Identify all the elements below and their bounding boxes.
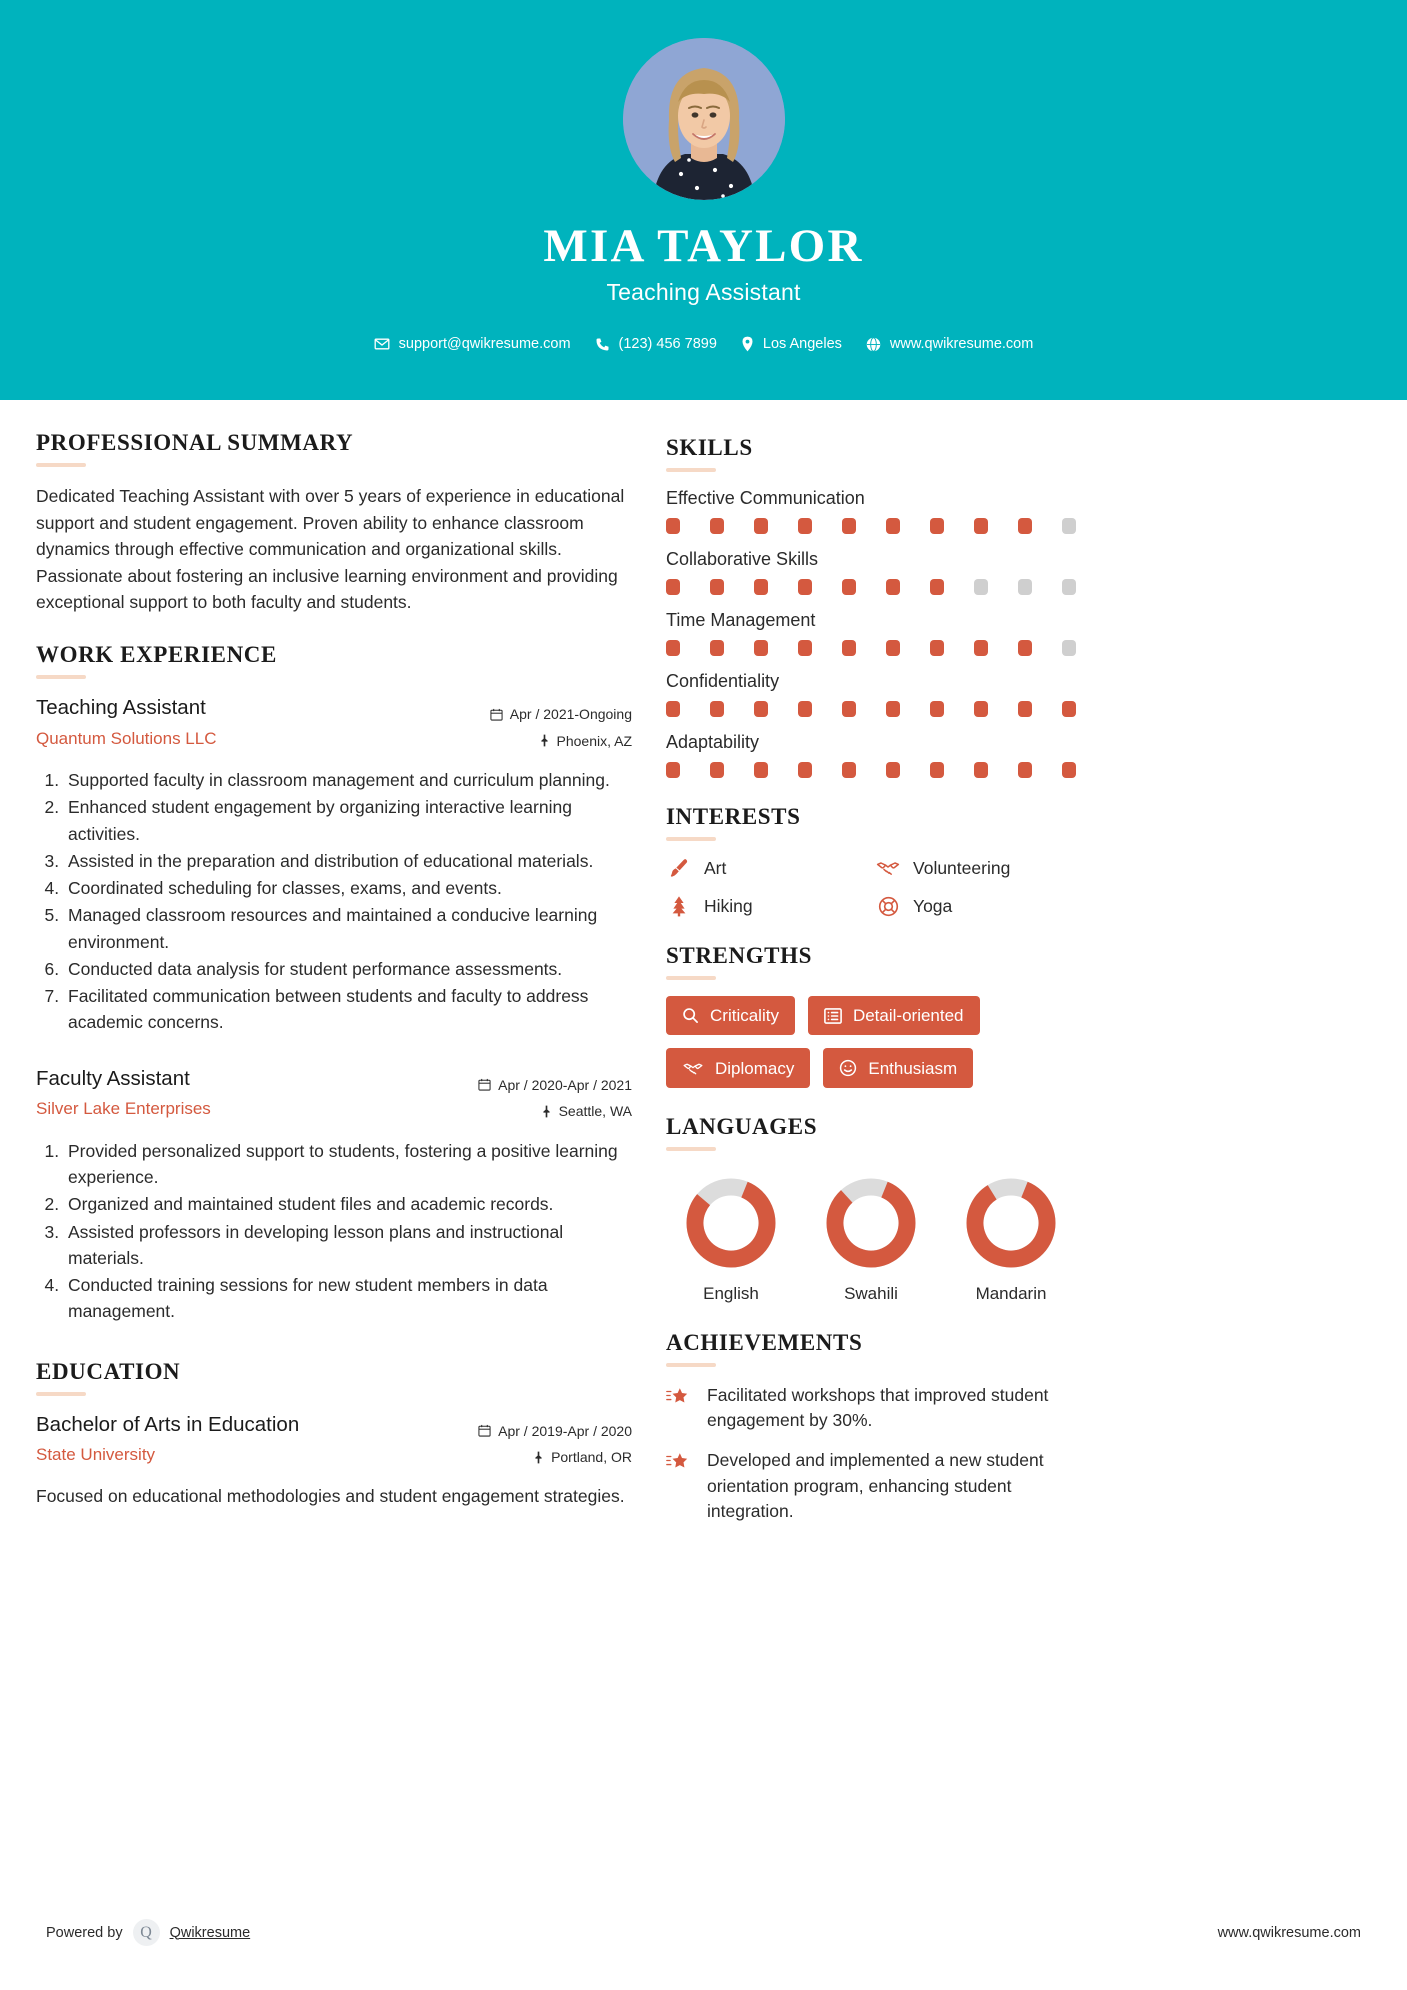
strength-label: Diplomacy: [715, 1058, 795, 1078]
skill-item: [666, 488, 1076, 534]
skill-dot: [886, 579, 900, 595]
bullet-item: 6. Conducted data analysis for student performance assessments.: [64, 956, 632, 982]
skill-dot: [1018, 518, 1032, 534]
skill-dot: [886, 518, 900, 534]
section-heading: SKILLS: [666, 435, 753, 460]
pin-icon: [533, 1451, 544, 1464]
qwikresume-logo-icon: Q: [133, 1919, 160, 1946]
interest-label: Art: [704, 857, 727, 878]
skill-dot: [798, 518, 812, 534]
entry-role: Faculty Assistant: [36, 1066, 190, 1090]
entry-location: [464, 1444, 632, 1471]
language-label: Mandarin: [975, 1284, 1047, 1303]
bullet-item: 4. Coordinated scheduling for classes, exams, and events.: [64, 875, 632, 901]
entry-date-text: Apr / 2019-Apr / 2020: [498, 1422, 632, 1439]
strength-chip[interactable]: [808, 996, 980, 1035]
skill-dot: [798, 701, 812, 717]
handshake-icon: [682, 1060, 704, 1077]
section-rule: [666, 468, 716, 472]
skill-dot: [930, 640, 944, 656]
skill-dot: [666, 762, 680, 778]
interest-item: [666, 857, 867, 879]
skill-dot: [1018, 579, 1032, 595]
entry-date-text: Apr / 2020-Apr / 2021: [498, 1076, 632, 1093]
language-label: Swahili: [844, 1284, 898, 1303]
entry-meta: [464, 1412, 632, 1471]
skill-dot: [974, 579, 988, 595]
entry-meta: [464, 1066, 632, 1125]
skill-rating: [666, 518, 1076, 534]
entry-organization: Silver Lake Enterprises: [36, 1099, 211, 1119]
experience-entry: [36, 1066, 632, 1325]
section-heading: EDUCATION: [36, 1358, 181, 1384]
list-icon: [824, 1008, 842, 1024]
right-column: [666, 430, 1076, 1550]
entry-location-text: Seattle, WA: [558, 1103, 632, 1120]
bullet-item: 1. Provided personalized support to students, fostering a positive learning experience.: [64, 1138, 632, 1191]
achievement-text: Developed and implemented a new student orientation program, enhancing student integration.: [707, 1450, 1044, 1521]
skill-dot: [666, 518, 680, 534]
skill-rating: [666, 762, 1076, 778]
education-entry: [36, 1412, 632, 1509]
entry-date: [464, 1072, 632, 1099]
entry-role: Bachelor of Arts in Education: [36, 1412, 300, 1436]
bullet-item: 3. Assisted professors in developing lesson plans and instructional materials.: [64, 1219, 632, 1272]
summary-text: Dedicated Teaching Assistant with over 5 years of experience in educational support and student engagement. Proven ability to enhance classroom dynamics through effective communication and organizational skills. Passionate about fostering an inclusive learning environment and providing exceptional support to both faculty and students.: [36, 486, 625, 613]
skill-dot: [842, 701, 856, 717]
skill-item: [666, 549, 1076, 595]
skill-dot: [1062, 701, 1076, 717]
skill-rating: [666, 701, 1076, 717]
resume-body: [0, 400, 1407, 1550]
lifebuoy-icon: [875, 896, 901, 917]
bullet-item: 2. Organized and maintained student files and academic records.: [64, 1191, 632, 1217]
section-rule: [666, 837, 716, 841]
skill-dot: [710, 762, 724, 778]
skill-rating: [666, 579, 1076, 595]
calendar-icon: [478, 1078, 491, 1091]
section-rule: [36, 1392, 86, 1396]
interest-item: [875, 895, 1076, 917]
contact-phone[interactable]: [589, 336, 723, 352]
skill-dot: [754, 762, 768, 778]
interest-item: [875, 857, 1076, 879]
resume-header: [0, 0, 1407, 400]
footer-website: www.qwikresume.com: [1217, 1924, 1361, 1941]
pin-icon: [541, 1105, 552, 1118]
bullet-item: 1. Supported faculty in classroom management and curriculum planning.: [64, 767, 632, 793]
experience-entry: [36, 695, 632, 1036]
interest-label: Hiking: [704, 895, 753, 916]
section-professional-summary: [36, 430, 632, 616]
skill-dot: [974, 762, 988, 778]
section-education: [36, 1359, 632, 1509]
skill-dot: [1018, 640, 1032, 656]
section-heading: STRENGTHS: [666, 943, 813, 968]
section-rule: [666, 976, 716, 980]
contact-location[interactable]: [735, 336, 848, 352]
skill-dot: [974, 518, 988, 534]
skill-item: [666, 732, 1076, 778]
section-work-experience: [36, 642, 632, 1325]
language-item: [672, 1175, 790, 1304]
phone-icon: [595, 337, 610, 352]
skill-dot: [842, 762, 856, 778]
calendar-icon: [490, 708, 503, 721]
section-heading: PROFESSIONAL SUMMARY: [36, 430, 354, 455]
section-rule: [36, 675, 86, 679]
skill-dot: [842, 579, 856, 595]
skill-dot: [886, 701, 900, 717]
entry-organization: State University: [36, 1445, 156, 1465]
interest-item: [666, 895, 867, 917]
skill-dot: [754, 640, 768, 656]
donut-chart: [952, 1175, 1070, 1271]
entry-role: Teaching Assistant: [36, 695, 206, 719]
section-achievements: [666, 1330, 1076, 1524]
skill-dot: [930, 762, 944, 778]
skill-dot: [1062, 579, 1076, 595]
contact-website-text: www.qwikresume.com: [889, 336, 1034, 353]
footer-powered-by: Powered by: [46, 1924, 123, 1941]
section-rule: [666, 1363, 716, 1367]
section-interests: [666, 804, 1076, 917]
bullet-item: 5. Managed classroom resources and maintained a conducive learning environment.: [64, 902, 632, 955]
skill-item: [666, 610, 1076, 656]
section-languages: [666, 1114, 1076, 1304]
skill-dot: [710, 579, 724, 595]
entry-description: Focused on educational methodologies and student engagement strategies.: [36, 1485, 625, 1506]
paintbrush-icon: [666, 857, 692, 879]
handshake-icon: [875, 858, 901, 878]
skill-dot: [1018, 762, 1032, 778]
contact-location-text: Los Angeles: [762, 336, 842, 353]
entry-meta: [464, 695, 632, 754]
calendar-icon: [478, 1424, 491, 1437]
skill-dot: [710, 640, 724, 656]
achievement-item: [666, 1383, 1076, 1433]
page-title: MIA TAYLOR: [543, 220, 864, 272]
skill-dot: [754, 579, 768, 595]
skill-dot: [1062, 762, 1076, 778]
skill-dot: [754, 518, 768, 534]
skill-dot: [1062, 640, 1076, 656]
skill-label: Effective Communication: [666, 488, 865, 508]
skill-dot: [930, 518, 944, 534]
interest-label: Volunteering: [913, 857, 1011, 878]
skill-label: Confidentiality: [666, 671, 780, 691]
footer-brand-link[interactable]: Qwikresume: [169, 1924, 251, 1941]
section-skills: [666, 435, 1076, 778]
skill-dot: [1062, 518, 1076, 534]
avatar: [623, 38, 785, 200]
skill-dot: [798, 762, 812, 778]
achievement-text: Facilitated workshops that improved student engagement by 30%.: [707, 1385, 1049, 1431]
skill-rating: [666, 640, 1076, 656]
skill-dot: [886, 762, 900, 778]
globe-icon: [866, 337, 881, 352]
contact-website[interactable]: [860, 336, 1039, 352]
entry-bullets: [36, 1138, 632, 1325]
skill-dot: [930, 701, 944, 717]
skill-dot: [798, 579, 812, 595]
donut-chart: [812, 1175, 930, 1271]
location-pin-icon: [741, 336, 754, 352]
language-item: [812, 1175, 930, 1304]
smiley-icon: [839, 1059, 857, 1077]
achievement-item: [666, 1448, 1076, 1524]
strength-chip[interactable]: [823, 1048, 973, 1088]
section-strengths: [666, 943, 1076, 1088]
skill-dot: [974, 701, 988, 717]
footer-brand-group: [46, 1919, 250, 1946]
strength-label: Detail-oriented: [852, 1006, 964, 1025]
entry-bullets: [36, 767, 632, 1036]
skill-dot: [798, 640, 812, 656]
skill-dot: [666, 640, 680, 656]
entry-organization: Quantum Solutions LLC: [36, 728, 217, 748]
bullet-item: 2. Enhanced student engagement by organizing interactive learning activities.: [64, 794, 632, 847]
donut-chart: [672, 1175, 790, 1271]
job-title: Teaching Assistant: [606, 279, 801, 306]
skill-item: [666, 671, 1076, 717]
interest-label: Yoga: [913, 895, 953, 916]
skill-dot: [666, 701, 680, 717]
section-heading: WORK EXPERIENCE: [36, 641, 277, 667]
entry-location-text: Phoenix, AZ: [556, 732, 632, 749]
skill-dot: [1018, 701, 1032, 717]
skill-dot: [710, 701, 724, 717]
language-label: English: [703, 1284, 759, 1303]
skill-dot: [666, 579, 680, 595]
strength-label: Enthusiasm: [868, 1058, 958, 1078]
star-icon: [666, 1448, 694, 1473]
contact-row: [368, 336, 1040, 352]
strength-label: Criticality: [710, 1006, 779, 1025]
skill-dot: [886, 640, 900, 656]
skill-label: Adaptability: [666, 732, 760, 752]
bullet-item: 7. Facilitated communication between students and faculty to address academic concerns.: [64, 983, 632, 1036]
section-heading: LANGUAGES: [666, 1114, 818, 1139]
contact-phone-text: (123) 456 7899: [618, 336, 717, 353]
entry-date: [464, 701, 632, 728]
entry-date: [464, 1418, 632, 1445]
skill-dot: [842, 518, 856, 534]
strength-chip[interactable]: [666, 996, 795, 1035]
skill-dot: [842, 640, 856, 656]
bullet-item: 4. Conducted training sessions for new student members in data management.: [64, 1272, 632, 1325]
skill-dot: [974, 640, 988, 656]
entry-date-text: Apr / 2021-Ongoing: [509, 705, 632, 722]
language-item: [952, 1175, 1070, 1304]
language-chart-group: [666, 1167, 1076, 1304]
contact-email[interactable]: [368, 336, 577, 352]
entry-location: [464, 728, 632, 755]
left-column: [36, 430, 632, 1535]
section-heading: INTERESTS: [666, 804, 801, 829]
section-rule: [36, 463, 86, 467]
skill-dot: [930, 579, 944, 595]
skill-dot: [710, 518, 724, 534]
bullet-item: 3. Assisted in the preparation and distribution of educational materials.: [64, 848, 632, 874]
pin-icon: [539, 734, 550, 747]
section-heading: ACHIEVEMENTS: [666, 1330, 863, 1355]
contact-email-text: support@qwikresume.com: [398, 336, 571, 353]
entry-location: [464, 1098, 632, 1125]
skill-label: Collaborative Skills: [666, 549, 819, 569]
section-rule: [666, 1147, 716, 1151]
skill-label: Time Management: [666, 610, 816, 630]
star-icon: [666, 1383, 694, 1408]
skill-dot: [754, 701, 768, 717]
entry-location-text: Portland, OR: [551, 1449, 632, 1466]
magnifier-icon: [682, 1007, 699, 1024]
strength-chip[interactable]: [666, 1048, 810, 1088]
envelope-icon: [374, 336, 390, 352]
tree-icon: [666, 895, 692, 917]
page-footer: [0, 1919, 1407, 1946]
